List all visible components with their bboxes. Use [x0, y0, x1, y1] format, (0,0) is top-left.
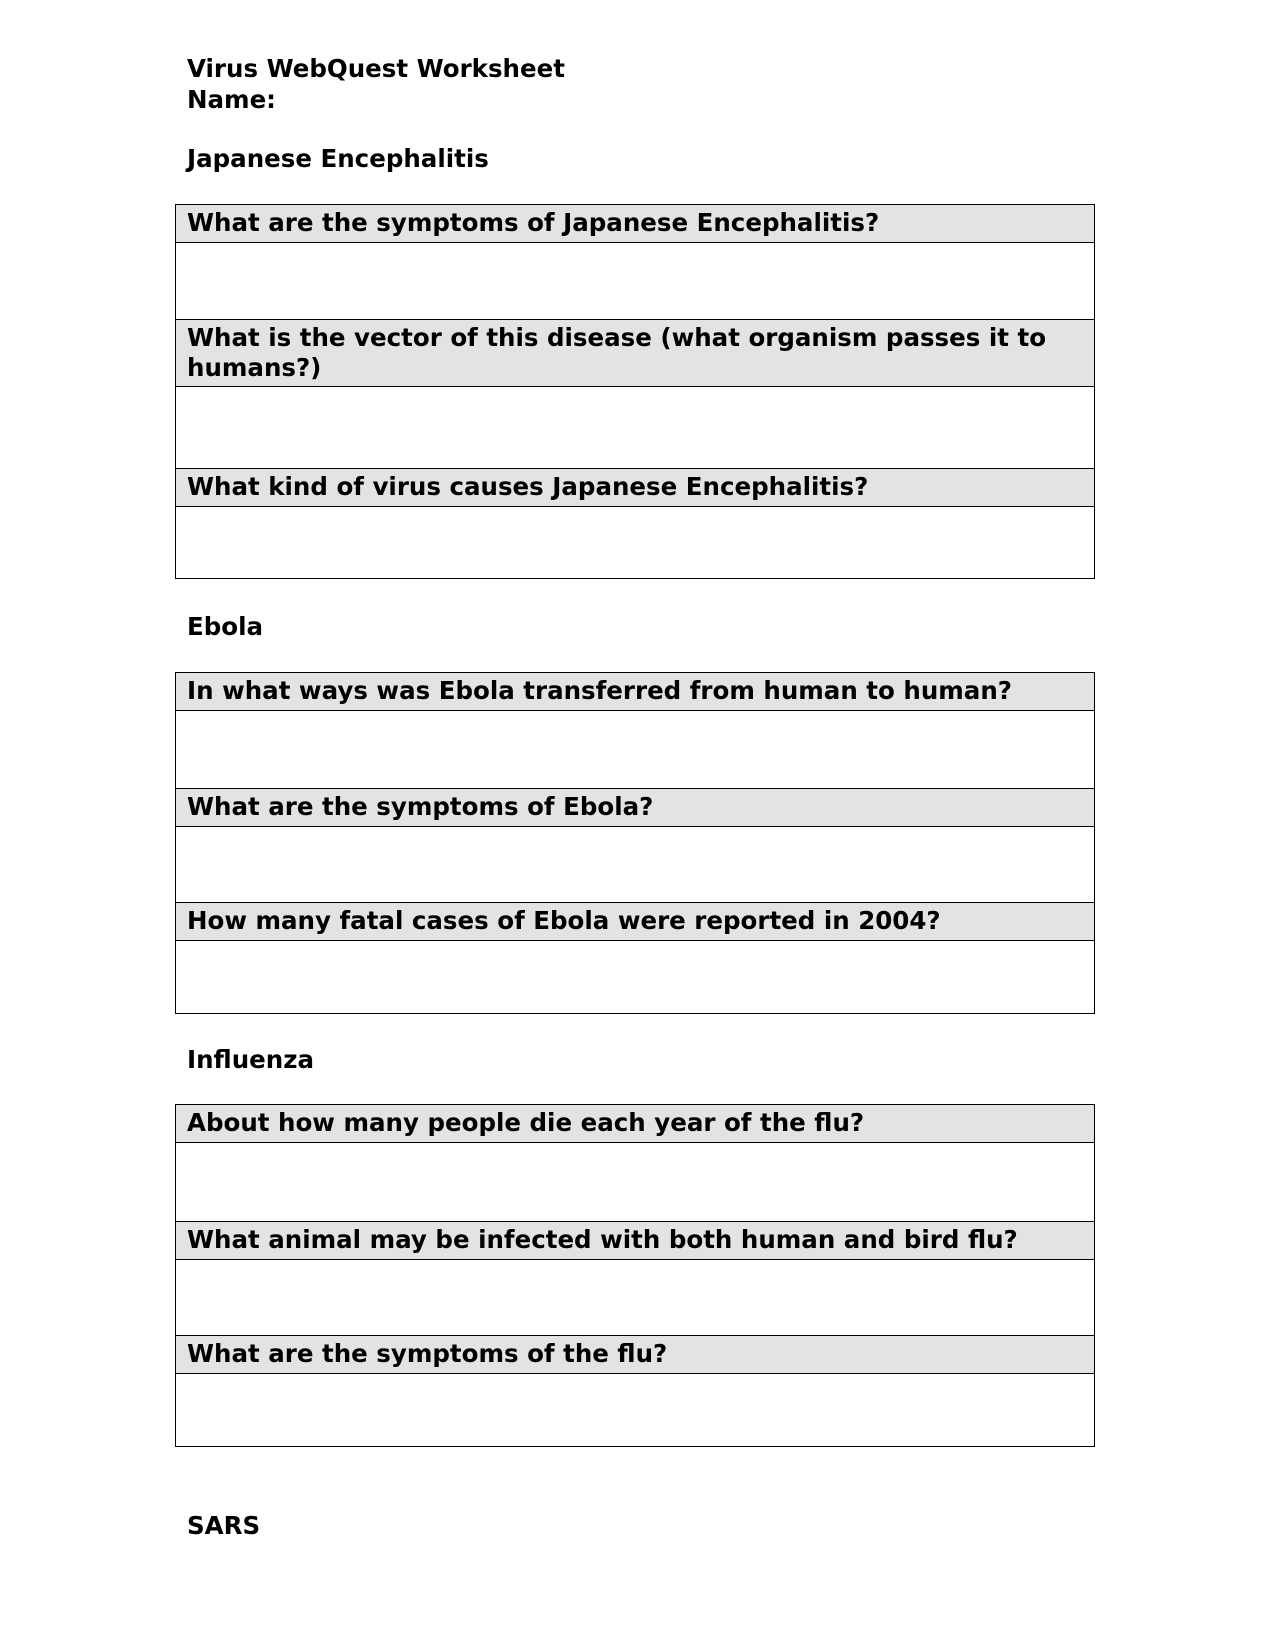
answer-cell[interactable] — [176, 1374, 1094, 1446]
answer-cell[interactable] — [176, 1143, 1094, 1222]
japanese-encephalitis-table — [175, 204, 1095, 579]
answer-cell[interactable] — [176, 1260, 1094, 1336]
influenza-table — [175, 1104, 1095, 1447]
name-label: Name: — [187, 85, 276, 114]
question-cell: How many fatal cases of Ebola were reported in 2004? — [176, 903, 1094, 941]
answer-cell[interactable] — [176, 941, 1094, 1013]
answer-cell[interactable] — [176, 711, 1094, 789]
answer-cell[interactable] — [176, 243, 1094, 320]
ebola-table — [175, 672, 1095, 1014]
worksheet-title: Virus WebQuest Worksheet — [187, 54, 565, 83]
question-cell: What are the symptoms of the flu? — [176, 1336, 1094, 1374]
question-cell: About how many people die each year of the flu? — [176, 1105, 1094, 1143]
question-cell: In what ways was Ebola transferred from human to human? — [176, 673, 1094, 711]
section-heading-sars: SARS — [187, 1511, 261, 1540]
answer-cell[interactable] — [176, 827, 1094, 903]
section-heading-japanese-encephalitis: Japanese Encephalitis — [187, 144, 489, 173]
section-heading-ebola: Ebola — [187, 612, 264, 641]
question-cell: What are the symptoms of Ebola? — [176, 789, 1094, 827]
question-cell: What is the vector of this disease (what organism passes it to humans?) — [176, 320, 1094, 387]
question-cell: What are the symptoms of Japanese Encephalitis? — [176, 205, 1094, 243]
question-cell: What kind of virus causes Japanese Encephalitis? — [176, 469, 1094, 507]
section-heading-influenza: Influenza — [187, 1045, 315, 1074]
answer-cell[interactable] — [176, 507, 1094, 578]
answer-cell[interactable] — [176, 387, 1094, 469]
question-cell: What animal may be infected with both human and bird flu? — [176, 1222, 1094, 1260]
